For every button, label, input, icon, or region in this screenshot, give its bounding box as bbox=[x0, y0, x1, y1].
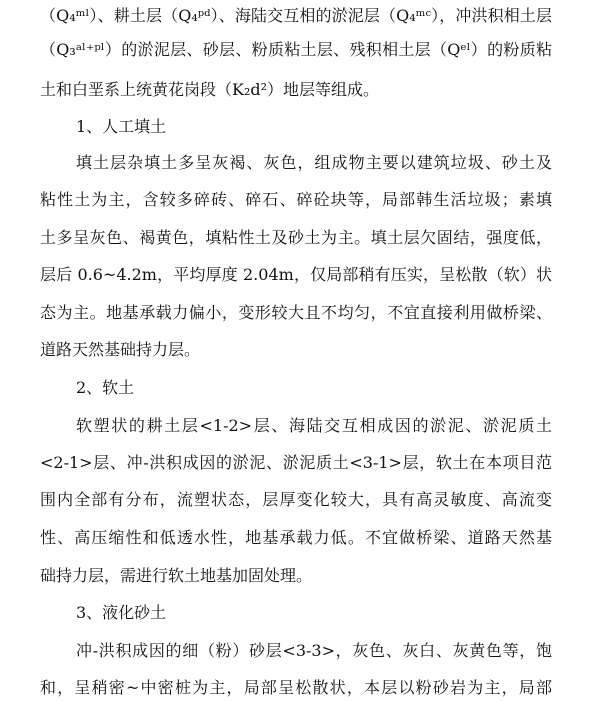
section-heading: 1、人工填土 bbox=[76, 117, 167, 136]
text-line: 软塑状的耕土层<1-2>层、海陆交互相成因的淤泥、淤泥质土 bbox=[76, 416, 552, 435]
text-line: 冲-洪积成因的细（粉）砂层<3-3>，灰色、灰白、灰黄色等，饱 bbox=[76, 641, 552, 660]
text-line: （Q₃ᵃˡ⁺ᵖˡ）的淤泥层、砂层、粉质粘土层、残积相土层（Qᵉˡ）的粉质粘 bbox=[40, 40, 552, 59]
text-line: 道路天然基础持力层。 bbox=[40, 340, 201, 359]
section-heading: 3、液化砂土 bbox=[76, 603, 167, 622]
text-line: <2-1>层、冲-洪积成因的淤泥、淤泥质土<3-1>层，软土在本项目范 bbox=[40, 453, 552, 472]
text-line: 态为主。地基承载力偏小，变形较大且不均匀，不宜直接利用做桥梁、 bbox=[40, 303, 552, 322]
text-line: 层后 0.6~4.2m，平均厚度 2.04m，仅局部稍有压实，呈松散（软）状 bbox=[40, 265, 552, 284]
text-line: （Q₄ᵐˡ）、耕土层（Q₄ᵖᵈ）、海陆交互相的淤泥层（Q₄ᵐᶜ），冲洪积相土层 bbox=[40, 6, 552, 25]
text-line: 础持力层，需进行软土地基加固处理。 bbox=[40, 566, 313, 585]
text-line: 围内全部有分布，流塑状态，层厚变化较大，具有高灵敏度、高流变 bbox=[40, 490, 552, 509]
text-line: 土多呈灰色、褐黄色，填粘性土及砂土为主。填土层欠固结，强度低， bbox=[40, 228, 552, 247]
text-line: 填土层杂填土多呈灰褐、灰色，组成物主要以建筑垃圾、砂土及 bbox=[76, 153, 552, 172]
text-line: 和，呈稍密~中密桩为主，局部呈松散状，本层以粉砂岩为主，局部 bbox=[40, 678, 552, 697]
section-heading: 2、软土 bbox=[76, 378, 135, 397]
text-line: 性、高压缩性和低透水性，地基承载力低。不宜做桥梁、道路天然基 bbox=[40, 528, 552, 547]
text-line: 粘性土为主，含较多碎砖、碎石、碎砼块等，局部韩生活垃圾；素填 bbox=[40, 190, 552, 209]
text-line: 土和白垩系上统黄花岗段（K₂d²）地层等组成。 bbox=[40, 80, 380, 99]
